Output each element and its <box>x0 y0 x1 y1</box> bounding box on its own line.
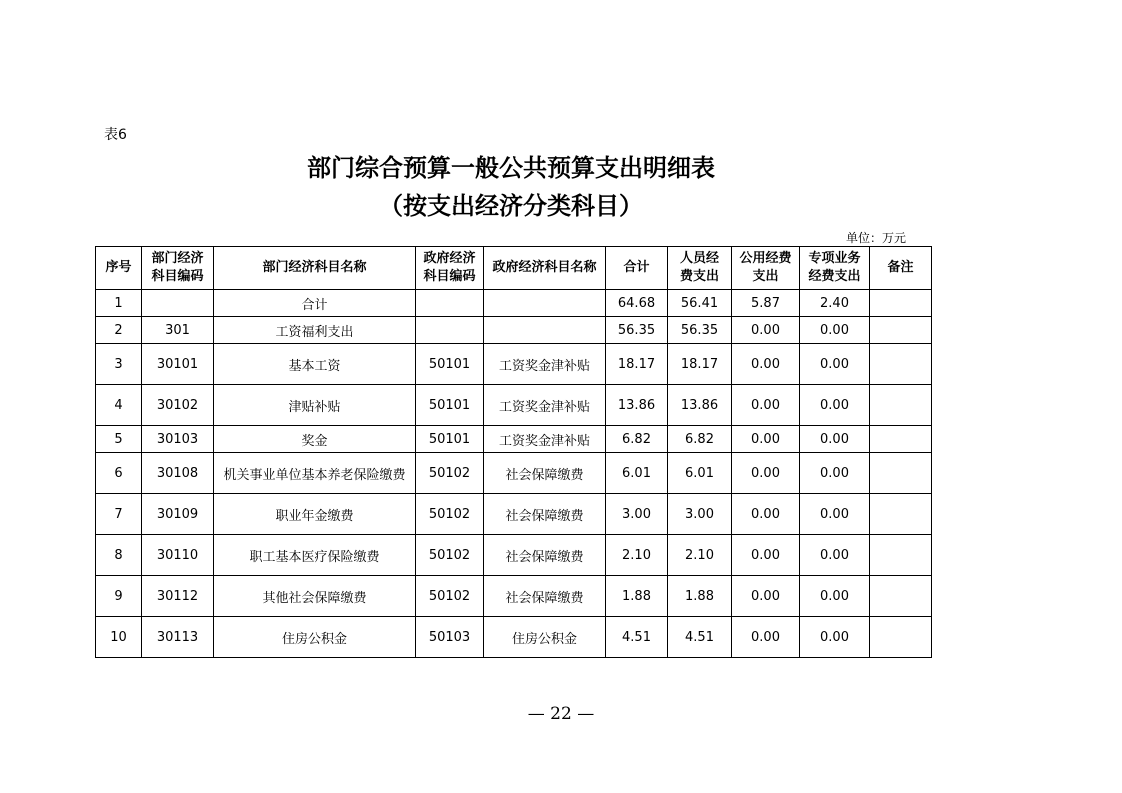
cell-gov-code: 50101 <box>416 426 484 453</box>
page-title: 部门综合预算一般公共预算支出明细表 <box>307 154 715 182</box>
cell-public: 0.00 <box>732 344 800 385</box>
cell-remark <box>870 317 932 344</box>
cell-seq: 4 <box>96 385 142 426</box>
cell-dept-code: 30101 <box>142 344 214 385</box>
table-header-row <box>96 247 932 290</box>
cell-remark <box>870 535 932 576</box>
cell-total: 56.35 <box>606 317 668 344</box>
table-row <box>96 317 932 344</box>
cell-dept-name: 津贴补贴 <box>214 385 416 426</box>
table-row <box>96 617 932 658</box>
cell-special: 0.00 <box>800 344 870 385</box>
header-dept-name: 部门经济科目名称 <box>214 247 416 290</box>
table-row <box>96 290 932 317</box>
cell-remark <box>870 453 932 494</box>
cell-total: 64.68 <box>606 290 668 317</box>
cell-special: 0.00 <box>800 426 870 453</box>
cell-dept-code: 30102 <box>142 385 214 426</box>
cell-seq: 5 <box>96 426 142 453</box>
cell-dept-code: 30113 <box>142 617 214 658</box>
cell-public: 0.00 <box>732 617 800 658</box>
cell-total: 1.88 <box>606 576 668 617</box>
cell-personnel: 6.01 <box>668 453 732 494</box>
cell-dept-name: 职业年金缴费 <box>214 494 416 535</box>
cell-personnel: 56.35 <box>668 317 732 344</box>
cell-total: 2.10 <box>606 535 668 576</box>
header-special: 专项业务 经费支出 <box>800 247 870 290</box>
table-label: 表6 <box>104 127 127 143</box>
table-row <box>96 576 932 617</box>
cell-dept-name: 职工基本医疗保险缴费 <box>214 535 416 576</box>
cell-dept-code: 301 <box>142 317 214 344</box>
cell-seq: 7 <box>96 494 142 535</box>
cell-seq: 6 <box>96 453 142 494</box>
table-row <box>96 494 932 535</box>
header-gov-code: 政府经济 科目编码 <box>416 247 484 290</box>
cell-dept-name: 机关事业单位基本养老保险缴费 <box>214 453 416 494</box>
cell-dept-code: 30109 <box>142 494 214 535</box>
cell-gov-name: 住房公积金 <box>484 617 606 658</box>
cell-public: 0.00 <box>732 385 800 426</box>
cell-seq: 8 <box>96 535 142 576</box>
header-gov-name: 政府经济科目名称 <box>484 247 606 290</box>
cell-personnel: 3.00 <box>668 494 732 535</box>
cell-special: 0.00 <box>800 617 870 658</box>
cell-public: 0.00 <box>732 317 800 344</box>
cell-gov-code <box>416 290 484 317</box>
cell-gov-name: 社会保障缴费 <box>484 494 606 535</box>
cell-gov-name: 工资奖金津补贴 <box>484 426 606 453</box>
table-row <box>96 426 932 453</box>
cell-gov-code: 50102 <box>416 535 484 576</box>
cell-dept-name: 奖金 <box>214 426 416 453</box>
cell-total: 6.01 <box>606 453 668 494</box>
cell-special: 0.00 <box>800 494 870 535</box>
unit-label: 单位：万元 <box>846 231 907 245</box>
cell-dept-code: 30103 <box>142 426 214 453</box>
cell-personnel: 56.41 <box>668 290 732 317</box>
cell-special: 0.00 <box>800 535 870 576</box>
cell-gov-name: 工资奖金津补贴 <box>484 344 606 385</box>
cell-personnel: 2.10 <box>668 535 732 576</box>
cell-remark <box>870 426 932 453</box>
cell-personnel: 18.17 <box>668 344 732 385</box>
cell-remark <box>870 290 932 317</box>
cell-special: 2.40 <box>800 290 870 317</box>
cell-gov-code: 50102 <box>416 494 484 535</box>
cell-gov-code: 50101 <box>416 344 484 385</box>
header-personnel: 人员经 费支出 <box>668 247 732 290</box>
cell-remark <box>870 494 932 535</box>
cell-dept-code: 30110 <box>142 535 214 576</box>
cell-gov-code: 50102 <box>416 576 484 617</box>
cell-dept-name: 基本工资 <box>214 344 416 385</box>
cell-total: 13.86 <box>606 385 668 426</box>
cell-gov-name: 工资奖金津补贴 <box>484 385 606 426</box>
cell-seq: 3 <box>96 344 142 385</box>
cell-gov-name: 社会保障缴费 <box>484 535 606 576</box>
cell-personnel: 6.82 <box>668 426 732 453</box>
header-total: 合计 <box>606 247 668 290</box>
cell-dept-name: 合计 <box>214 290 416 317</box>
cell-total: 3.00 <box>606 494 668 535</box>
cell-public: 0.00 <box>732 494 800 535</box>
cell-remark <box>870 576 932 617</box>
cell-special: 0.00 <box>800 317 870 344</box>
cell-gov-code: 50103 <box>416 617 484 658</box>
page-number: — 22 — <box>527 704 595 724</box>
cell-public: 0.00 <box>732 426 800 453</box>
header-public: 公用经费 支出 <box>732 247 800 290</box>
cell-special: 0.00 <box>800 576 870 617</box>
cell-gov-code <box>416 317 484 344</box>
header-remark: 备注 <box>870 247 932 290</box>
cell-total: 6.82 <box>606 426 668 453</box>
cell-public: 0.00 <box>732 453 800 494</box>
table-row <box>96 385 932 426</box>
cell-special: 0.00 <box>800 385 870 426</box>
table-row <box>96 453 932 494</box>
cell-gov-name: 社会保障缴费 <box>484 576 606 617</box>
cell-dept-code: 30112 <box>142 576 214 617</box>
cell-dept-name: 工资福利支出 <box>214 317 416 344</box>
cell-special: 0.00 <box>800 453 870 494</box>
cell-gov-code: 50102 <box>416 453 484 494</box>
cell-personnel: 4.51 <box>668 617 732 658</box>
cell-personnel: 1.88 <box>668 576 732 617</box>
cell-total: 4.51 <box>606 617 668 658</box>
cell-dept-code: 30108 <box>142 453 214 494</box>
cell-public: 0.00 <box>732 576 800 617</box>
cell-seq: 1 <box>96 290 142 317</box>
cell-dept-code <box>142 290 214 317</box>
cell-total: 18.17 <box>606 344 668 385</box>
cell-dept-name: 住房公积金 <box>214 617 416 658</box>
cell-dept-name: 其他社会保障缴费 <box>214 576 416 617</box>
cell-remark <box>870 344 932 385</box>
budget-table <box>95 246 932 658</box>
cell-personnel: 13.86 <box>668 385 732 426</box>
header-seq: 序号 <box>96 247 142 290</box>
cell-gov-name: 社会保障缴费 <box>484 453 606 494</box>
cell-gov-name <box>484 290 606 317</box>
table-row <box>96 535 932 576</box>
cell-seq: 2 <box>96 317 142 344</box>
cell-public: 0.00 <box>732 535 800 576</box>
table-row <box>96 344 932 385</box>
cell-public: 5.87 <box>732 290 800 317</box>
header-dept-code: 部门经济 科目编码 <box>142 247 214 290</box>
page-subtitle: （按支出经济分类科目） <box>379 192 643 220</box>
cell-seq: 10 <box>96 617 142 658</box>
cell-remark <box>870 617 932 658</box>
cell-seq: 9 <box>96 576 142 617</box>
cell-gov-name <box>484 317 606 344</box>
cell-remark <box>870 385 932 426</box>
cell-gov-code: 50101 <box>416 385 484 426</box>
